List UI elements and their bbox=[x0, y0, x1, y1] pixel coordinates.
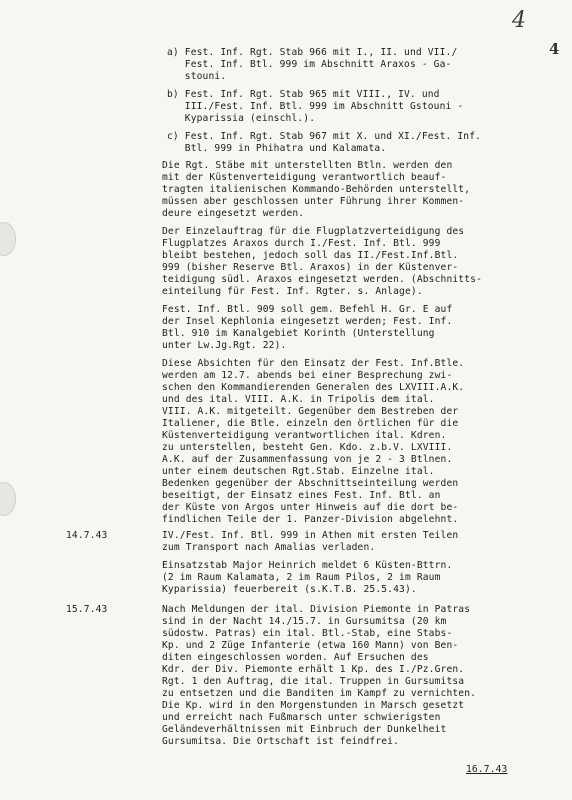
text-line: und des ital. VIII. A.K. in Tripolis dem ital. bbox=[162, 394, 435, 405]
text-line: Der Einzelauftrag für die Flugplatzverteidigung des bbox=[162, 226, 465, 237]
text-line: werden am 12.7. abends bei einer Besprechung zwi- bbox=[162, 370, 453, 381]
text-line: mit der Küstenverteidigung verantwortlich beauf- bbox=[162, 172, 447, 183]
list-item-line: III./Fest. Inf. Btl. 999 im Abschnitt Gstouni - bbox=[167, 101, 464, 112]
text-line: Kyparissia) feuerbereit (s.K.T.B. 25.5.43). bbox=[162, 584, 417, 595]
text-line: Italiener, die Btle. einzeln den örtlichen für die bbox=[162, 418, 459, 429]
text-line: IV./Fest. Inf. Btl. 999 in Athen mit ersten Teilen bbox=[162, 530, 459, 541]
list-item-line: c) Fest. Inf. Rgt. Stab 967 mit X. und XI./Fest. Inf. bbox=[167, 131, 482, 142]
text-line: Kp. und 2 Züge Infanterie (etwa 160 Mann) von Ben- bbox=[162, 640, 459, 651]
text-line: VIII. A.K. mitgeteilt. Gegenüber dem Bestreben der bbox=[162, 406, 459, 417]
text-line: A.K. auf der Zusammenfassung von je 2 - 3 Btlnen. bbox=[162, 454, 453, 465]
text-line: einteilung für Fest. Inf. Rgter. s. Anlage). bbox=[162, 286, 423, 297]
text-line: der Insel Kephlonia eingesetzt werden; Fest. Inf. bbox=[162, 316, 453, 327]
text-line: Gursumitsa. Die Ortschaft ist feindfrei. bbox=[162, 736, 400, 747]
list-item-line: Kyparissia (einschl.). bbox=[167, 113, 316, 124]
text-line: deure eingesetzt werden. bbox=[162, 208, 305, 219]
punch-hole bbox=[0, 482, 16, 516]
text-line: Rgt. 1 den Auftrag, die ital. Truppen in Gursumitsa bbox=[162, 676, 465, 687]
text-line: teidigung südl. Araxos eingesetzt werden. (Abschnitts- bbox=[162, 274, 482, 285]
entry-date: 14.7.43 bbox=[66, 530, 108, 541]
entry-date: 15.7.43 bbox=[66, 604, 108, 615]
text-line: Geländeverhältnissen mit Einbruch der Dunkelheit bbox=[162, 724, 447, 735]
punch-hole bbox=[0, 222, 16, 256]
text-line: unter Lw.Jg.Rgt. 22). bbox=[162, 340, 287, 351]
text-line: und erreicht nach Fußmarsch unter schwierigsten bbox=[162, 712, 441, 723]
text-line: beseitigt, der Einsatz eines Fest. Inf. Btl. an bbox=[162, 490, 441, 501]
text-line: (2 im Raum Kalamata, 2 im Raum Pilos, 2 im Raum bbox=[162, 572, 441, 583]
text-line: bleibt bestehen, jedoch soll das II./Fest.Inf.Btl. bbox=[162, 250, 459, 261]
footer-date: 16.7.43 bbox=[466, 764, 508, 775]
text-line: Nach Meldungen der ital. Division Piemonte in Patras bbox=[162, 604, 471, 615]
text-line: Bedenken gegenüber der Abschnittseinteilung werden bbox=[162, 478, 459, 489]
text-line: Die Kp. wird in den Morgenstunden in Marsch gesetzt bbox=[162, 700, 465, 711]
text-line: tragten italienischen Kommando-Behörden unterstellt, bbox=[162, 184, 471, 195]
text-line: schen den Kommandierenden Generalen des LXVIII.A.K. bbox=[162, 382, 465, 393]
typed-page-number: 4 bbox=[549, 40, 560, 58]
text-line: Fest. Inf. Btl. 909 soll gem. Befehl H. Gr. E auf bbox=[162, 304, 453, 315]
list-item-line: Fest. Inf. Btl. 999 im Abschnitt Araxos - Ga- bbox=[167, 59, 452, 70]
text-line: Küstenverteidigung verantwortlichen ital. Kdren. bbox=[162, 430, 447, 441]
text-line: 999 (bisher Reserve Btl. Araxos) in der Küstenver- bbox=[162, 262, 459, 273]
text-line: unter einem deutschen Rgt.Stab. Einzelne ital. bbox=[162, 466, 435, 477]
list-item-line: a) Fest. Inf. Rgt. Stab 966 mit I., II. und VII./ bbox=[167, 47, 458, 58]
list-item-line: b) Fest. Inf. Rgt. Stab 965 mit VIII., IV. und bbox=[167, 89, 440, 100]
list-item-line: stouni. bbox=[167, 71, 227, 82]
text-line: Diese Absichten für den Einsatz der Fest. Inf.Btle. bbox=[162, 358, 465, 369]
text-line: zu unterstellen, besteht Gen. Kdo. z.b.V. LXVIII. bbox=[162, 442, 453, 453]
text-line: zum Transport nach Amalias verladen. bbox=[162, 542, 376, 553]
text-line: müssen aber geschlossen unter Führung ihrer Kommen- bbox=[162, 196, 465, 207]
list-item-line: Btl. 999 in Phihatra und Kalamata. bbox=[167, 143, 387, 154]
text-line: Flugplatzes Araxos durch I./Fest. Inf. Btl. 999 bbox=[162, 238, 441, 249]
text-line: Kdr. der Div. Piemonte erhält 1 Kp. des I./Pz.Gren. bbox=[162, 664, 465, 675]
text-line: Einsatzstab Major Heinrich meldet 6 Küsten-Bttrn. bbox=[162, 560, 453, 571]
text-line: der Küste von Argos unter Hinweis auf die dort be- bbox=[162, 502, 459, 513]
text-line: zu entsetzen und die Banditen im Kampf zu vernichten. bbox=[162, 688, 477, 699]
text-line: Die Rgt. Stäbe mit unterstellten Btln. werden den bbox=[162, 160, 453, 171]
handwritten-page-number: 4 bbox=[512, 8, 526, 33]
text-line: Btl. 910 im Kanalgebiet Korinth (Unterstellung bbox=[162, 328, 435, 339]
text-line: findlichen Teile der 1. Panzer-Division abgelehnt. bbox=[162, 514, 459, 525]
text-line: südostw. Patras) ein ital. Btl.-Stab, eine Stabs- bbox=[162, 628, 453, 639]
text-line: diten eingeschlossen worden. Auf Ersuchen des bbox=[162, 652, 429, 663]
text-line: sind in der Nacht 14./15.7. in Gursumitsa (20 km bbox=[162, 616, 447, 627]
